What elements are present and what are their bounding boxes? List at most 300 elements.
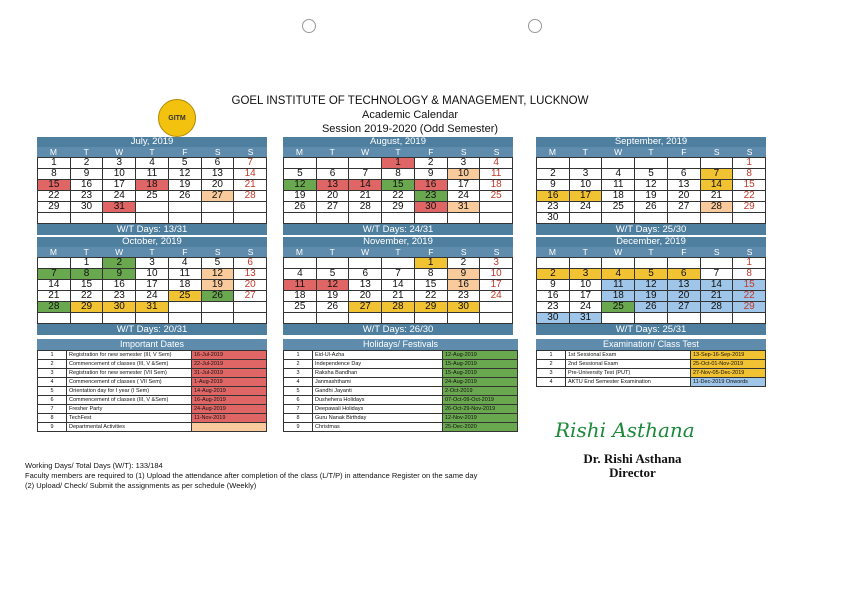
row-number: 2: [38, 360, 67, 369]
day-cell: [602, 213, 635, 224]
day-cell: 19: [635, 191, 668, 202]
exams-table: [536, 339, 766, 387]
weekday-label: S: [746, 247, 753, 257]
day-cell: 9: [537, 180, 570, 191]
day-cell: 27: [202, 191, 235, 202]
day-cell: 5: [635, 269, 668, 280]
day-cell: 17: [136, 280, 169, 291]
weekday-label: T: [149, 147, 155, 157]
day-cell: 29: [733, 302, 766, 313]
day-cell: 25: [602, 202, 635, 213]
weekday-label: F: [681, 147, 687, 157]
weekday-label: M: [295, 247, 303, 257]
day-cell: 22: [38, 191, 71, 202]
month-title: August, 2019: [283, 137, 513, 147]
event-name: Orientation day for I year (I Sem): [67, 387, 192, 396]
day-cell: 29: [415, 302, 448, 313]
day-cell: 25: [480, 191, 513, 202]
day-cell: 5: [202, 258, 235, 269]
day-cell: 9: [415, 169, 448, 180]
day-cell: 8: [733, 169, 766, 180]
day-cell: 23: [537, 302, 570, 313]
day-cell: 29: [382, 202, 415, 213]
day-cell: 23: [71, 191, 104, 202]
day-cell: 20: [202, 180, 235, 191]
table-row: [284, 369, 518, 378]
day-cell: 2: [71, 158, 104, 169]
event-name: Registration for new semester (VII Sem): [67, 369, 192, 378]
day-cell: [71, 313, 104, 324]
month-title: September, 2019: [536, 137, 766, 147]
weekday-label: W: [115, 247, 124, 257]
institute-title: GOEL INSTITUTE OF TECHNOLOGY & MANAGEMENT, LUCKNOW: [231, 95, 589, 107]
signatory-designation: Director: [609, 465, 656, 480]
day-cell: 26: [202, 291, 235, 302]
day-cell: 17: [570, 191, 603, 202]
day-cell: 2: [103, 258, 136, 269]
row-number: 4: [38, 378, 67, 387]
day-cell: [317, 313, 350, 324]
day-cell: 3: [480, 258, 513, 269]
month-august: [283, 137, 513, 235]
day-cell: 8: [38, 169, 71, 180]
day-cell: 21: [38, 291, 71, 302]
day-cell: 3: [570, 169, 603, 180]
weekday-label: M: [295, 147, 303, 157]
event-date: 26-Oct-29-Nov-2019: [443, 405, 518, 414]
day-cell: 25: [602, 302, 635, 313]
table-row: [284, 414, 518, 423]
day-cell: 16: [537, 291, 570, 302]
day-cell: 15: [382, 180, 415, 191]
day-cell: 1: [733, 158, 766, 169]
weekday-label: S: [713, 147, 720, 157]
day-cell: [382, 313, 415, 324]
weekday-label: S: [713, 247, 720, 257]
day-cell: 26: [169, 191, 202, 202]
day-cell: 14: [382, 280, 415, 291]
day-cell: 14: [38, 280, 71, 291]
day-cell: [635, 213, 668, 224]
day-cell: 10: [103, 169, 136, 180]
row-number: 6: [284, 396, 313, 405]
day-cell: 12: [284, 180, 317, 191]
month-september: [536, 137, 766, 235]
day-cell: 21: [234, 180, 267, 191]
day-cell: 20: [668, 291, 701, 302]
day-cell: 1: [382, 158, 415, 169]
day-cell: 18: [136, 180, 169, 191]
day-cell: 30: [415, 202, 448, 213]
working-days-label: W/T Days: 25/30: [536, 224, 766, 235]
day-cell: 27: [668, 202, 701, 213]
day-cell: 5: [284, 169, 317, 180]
day-cell: 4: [169, 258, 202, 269]
event-name: AKTU End Semester Examination: [566, 378, 691, 387]
day-cell: 12: [635, 180, 668, 191]
event-date: 1-Aug-2019: [192, 378, 267, 387]
weekday-label: M: [49, 247, 57, 257]
day-cell: 24: [480, 291, 513, 302]
row-number: 8: [38, 414, 67, 423]
important-dates-table: [37, 339, 267, 432]
day-cell: 31: [136, 302, 169, 313]
day-cell: 2: [415, 158, 448, 169]
month-title: November, 2019: [283, 237, 513, 247]
month-title: October, 2019: [37, 237, 267, 247]
weekday-label: S: [247, 147, 254, 157]
event-date: 13-Sep-16-Sep-2019: [691, 351, 766, 360]
weekday-label: S: [214, 147, 221, 157]
day-cell: [668, 213, 701, 224]
day-grid: [283, 257, 513, 324]
event-date: 16-Jul-2019: [192, 351, 267, 360]
day-cell: 2: [537, 269, 570, 280]
day-cell: 8: [415, 269, 448, 280]
exams-title: Examination/ Class Test: [536, 339, 766, 350]
day-cell: 28: [701, 302, 734, 313]
day-cell: 10: [570, 180, 603, 191]
day-cell: 14: [701, 280, 734, 291]
event-name: TechFest: [67, 414, 192, 423]
day-cell: 15: [38, 180, 71, 191]
day-cell: 14: [234, 169, 267, 180]
day-cell: [635, 313, 668, 324]
weekday-label: T: [329, 247, 335, 257]
day-cell: 19: [317, 291, 350, 302]
event-name: Eid-Ul-Azha: [313, 351, 443, 360]
day-cell: [136, 202, 169, 213]
event-name: Commencement of classes ( VII Sem): [67, 378, 192, 387]
table-row: [537, 360, 766, 369]
weekday-label: M: [548, 147, 556, 157]
weekday-label: T: [329, 147, 335, 157]
signature-script: Rishi Asthana: [555, 418, 695, 442]
day-cell: 29: [71, 302, 104, 313]
day-cell: 2: [537, 169, 570, 180]
row-number: 5: [38, 387, 67, 396]
weekday-label: S: [247, 247, 254, 257]
weekday-label: T: [648, 247, 654, 257]
day-cell: [169, 213, 202, 224]
day-cell: 7: [38, 269, 71, 280]
table-row: [284, 423, 518, 432]
day-cell: 22: [71, 291, 104, 302]
table-row: [38, 369, 267, 378]
event-name: Gandhi Jayanti: [313, 387, 443, 396]
event-name: Deepawali Holidays: [313, 405, 443, 414]
table-row: [38, 405, 267, 414]
table-row: [537, 351, 766, 360]
table-row: [38, 378, 267, 387]
day-cell: 27: [668, 302, 701, 313]
logo-text: GITM: [168, 114, 186, 122]
month-december: [536, 237, 766, 335]
day-cell: 7: [234, 158, 267, 169]
weekday-label: F: [182, 147, 188, 157]
weekday-header: [283, 147, 513, 157]
day-cell: 13: [202, 169, 235, 180]
day-cell: 4: [480, 158, 513, 169]
day-cell: 17: [448, 180, 481, 191]
day-cell: 9: [103, 269, 136, 280]
day-cell: 9: [448, 269, 481, 280]
event-name: Pre-University Test (PUT): [566, 369, 691, 378]
day-cell: [480, 213, 513, 224]
day-cell: 21: [382, 291, 415, 302]
day-cell: [71, 213, 104, 224]
day-cell: 18: [169, 280, 202, 291]
event-name: Raksha Bandhan: [313, 369, 443, 378]
working-days-label: W/T Days: 26/30: [283, 324, 513, 335]
day-cell: [234, 213, 267, 224]
row-number: 9: [38, 423, 67, 432]
event-date: 24-Aug-2019: [192, 405, 267, 414]
day-cell: [668, 313, 701, 324]
table-row: [38, 360, 267, 369]
event-name: 1st Sessional Exam: [566, 351, 691, 360]
weekday-label: S: [493, 247, 500, 257]
day-cell: 18: [602, 191, 635, 202]
weekday-header: [536, 247, 766, 257]
weekday-label: T: [582, 147, 588, 157]
table-row: [38, 351, 267, 360]
day-cell: 17: [570, 291, 603, 302]
day-cell: 1: [38, 158, 71, 169]
day-cell: 24: [136, 291, 169, 302]
day-cell: 21: [349, 191, 382, 202]
working-days-label: W/T Days: 25/31: [536, 324, 766, 335]
event-date: 2-Oct-2019: [443, 387, 518, 396]
day-cell: 15: [415, 280, 448, 291]
event-name: Christmas: [313, 423, 443, 432]
weekday-label: T: [648, 147, 654, 157]
day-cell: 24: [448, 191, 481, 202]
row-number: 4: [284, 378, 313, 387]
day-cell: 26: [317, 302, 350, 313]
weekday-label: M: [49, 147, 57, 157]
day-cell: [480, 302, 513, 313]
day-cell: 1: [415, 258, 448, 269]
punch-hole-right: [528, 19, 542, 33]
day-cell: 22: [415, 291, 448, 302]
footer-working-days: Working Days/ Total Days (W/T): 133/184: [25, 461, 163, 470]
day-cell: 12: [169, 169, 202, 180]
row-number: 2: [284, 360, 313, 369]
day-cell: 6: [317, 169, 350, 180]
row-number: 6: [38, 396, 67, 405]
weekday-header: [536, 147, 766, 157]
day-cell: 23: [103, 291, 136, 302]
day-cell: 11: [169, 269, 202, 280]
weekday-header: [283, 247, 513, 257]
day-cell: 19: [284, 191, 317, 202]
day-cell: [284, 213, 317, 224]
event-date: 07-Oct-09-Oct-2019: [443, 396, 518, 405]
weekday-label: T: [149, 247, 155, 257]
day-cell: 6: [668, 169, 701, 180]
day-cell: 29: [38, 202, 71, 213]
weekday-header: [37, 147, 267, 157]
table-row: [284, 387, 518, 396]
day-cell: 31: [103, 202, 136, 213]
holidays-title: Holidays/ Festivals: [283, 339, 518, 350]
day-cell: 10: [136, 269, 169, 280]
day-cell: 30: [103, 302, 136, 313]
working-days-label: W/T Days: 24/31: [283, 224, 513, 235]
event-name: Dushehera Holidays: [313, 396, 443, 405]
day-cell: 10: [448, 169, 481, 180]
day-cell: [448, 313, 481, 324]
day-cell: 7: [701, 169, 734, 180]
working-days-label: W/T Days: 20/31: [37, 324, 267, 335]
day-cell: 26: [284, 202, 317, 213]
event-date: 25-Dec-2020: [443, 423, 518, 432]
day-cell: 11: [602, 180, 635, 191]
day-cell: 30: [71, 202, 104, 213]
event-date: 15-Aug-2019: [443, 360, 518, 369]
table-row: [284, 360, 518, 369]
day-cell: 7: [349, 169, 382, 180]
day-cell: [733, 213, 766, 224]
day-cell: 4: [136, 158, 169, 169]
weekday-label: S: [214, 247, 221, 257]
day-cell: [415, 313, 448, 324]
day-cell: [234, 313, 267, 324]
month-november: [283, 237, 513, 335]
day-cell: 8: [733, 269, 766, 280]
table-row: [284, 351, 518, 360]
day-cell: [169, 202, 202, 213]
event-date: 27-Nov-05-Dec-2019: [691, 369, 766, 378]
event-name: Departmental Activities: [67, 423, 192, 432]
day-cell: 18: [480, 180, 513, 191]
day-cell: 25: [284, 302, 317, 313]
day-cell: [234, 202, 267, 213]
day-cell: 30: [537, 313, 570, 324]
day-grid: [283, 157, 513, 224]
day-cell: [136, 213, 169, 224]
day-cell: 13: [349, 280, 382, 291]
event-name: Registration for new semester (III, V Sem): [67, 351, 192, 360]
day-cell: 12: [317, 280, 350, 291]
weekday-label: M: [548, 247, 556, 257]
weekday-label: W: [361, 147, 370, 157]
institute-logo: [158, 99, 196, 137]
day-cell: [169, 313, 202, 324]
row-number: 8: [284, 414, 313, 423]
row-number: 7: [284, 405, 313, 414]
day-cell: [38, 313, 71, 324]
day-cell: 15: [733, 280, 766, 291]
day-cell: 25: [136, 191, 169, 202]
day-cell: 6: [234, 258, 267, 269]
month-october: [37, 237, 267, 335]
day-cell: 20: [317, 191, 350, 202]
day-cell: 3: [570, 269, 603, 280]
day-cell: 3: [448, 158, 481, 169]
day-cell: 9: [537, 280, 570, 291]
day-cell: [448, 213, 481, 224]
weekday-label: T: [83, 147, 89, 157]
day-cell: 4: [284, 269, 317, 280]
day-cell: 13: [668, 280, 701, 291]
day-cell: 30: [448, 302, 481, 313]
day-cell: [701, 313, 734, 324]
day-cell: 19: [169, 180, 202, 191]
day-cell: 16: [537, 191, 570, 202]
row-number: 1: [38, 351, 67, 360]
day-cell: 28: [349, 202, 382, 213]
day-cell: 22: [382, 191, 415, 202]
day-cell: 21: [701, 191, 734, 202]
weekday-label: F: [428, 247, 434, 257]
day-cell: 8: [382, 169, 415, 180]
day-cell: [169, 302, 202, 313]
day-cell: 2: [448, 258, 481, 269]
day-cell: 16: [103, 280, 136, 291]
day-cell: 28: [701, 202, 734, 213]
punch-hole-left: [302, 19, 316, 33]
day-cell: [234, 302, 267, 313]
day-cell: 26: [635, 202, 668, 213]
weekday-label: S: [460, 147, 467, 157]
day-cell: 23: [448, 291, 481, 302]
day-cell: 6: [349, 269, 382, 280]
table-row: [537, 369, 766, 378]
row-number: 5: [284, 387, 313, 396]
event-date: 14-Aug-2019: [192, 387, 267, 396]
event-date: 31-Jul-2019: [192, 369, 267, 378]
day-cell: [103, 313, 136, 324]
row-number: 3: [537, 369, 566, 378]
important-dates-title: Important Dates: [37, 339, 267, 350]
day-cell: 17: [103, 180, 136, 191]
day-cell: 4: [602, 169, 635, 180]
event-date: 12-Nov-2019: [443, 414, 518, 423]
day-cell: [570, 213, 603, 224]
row-number: 7: [38, 405, 67, 414]
day-cell: 1: [733, 258, 766, 269]
day-cell: 27: [317, 202, 350, 213]
row-number: 3: [38, 369, 67, 378]
weekday-label: T: [395, 247, 401, 257]
day-cell: 7: [701, 269, 734, 280]
day-cell: 19: [635, 291, 668, 302]
event-name: 2nd Sessional Exam: [566, 360, 691, 369]
day-cell: 26: [635, 302, 668, 313]
event-date: 24-Aug-2019: [443, 378, 518, 387]
weekday-label: T: [582, 247, 588, 257]
weekday-label: W: [614, 147, 623, 157]
day-cell: 24: [570, 202, 603, 213]
event-date: 16-Aug-2019: [192, 396, 267, 405]
table-row: [537, 378, 766, 387]
day-cell: 10: [570, 280, 603, 291]
day-cell: 5: [169, 158, 202, 169]
weekday-label: W: [614, 247, 623, 257]
day-cell: 22: [733, 291, 766, 302]
day-cell: 11: [284, 280, 317, 291]
day-cell: [480, 313, 513, 324]
day-cell: 15: [71, 280, 104, 291]
day-cell: 13: [668, 180, 701, 191]
footer-note-2: (2) Upload/ Check/ Submit the assignments as per schedule (Weekly): [25, 481, 257, 490]
weekday-label: F: [681, 247, 687, 257]
event-name: Janmashthami: [313, 378, 443, 387]
day-cell: 1: [71, 258, 104, 269]
day-cell: 27: [234, 291, 267, 302]
